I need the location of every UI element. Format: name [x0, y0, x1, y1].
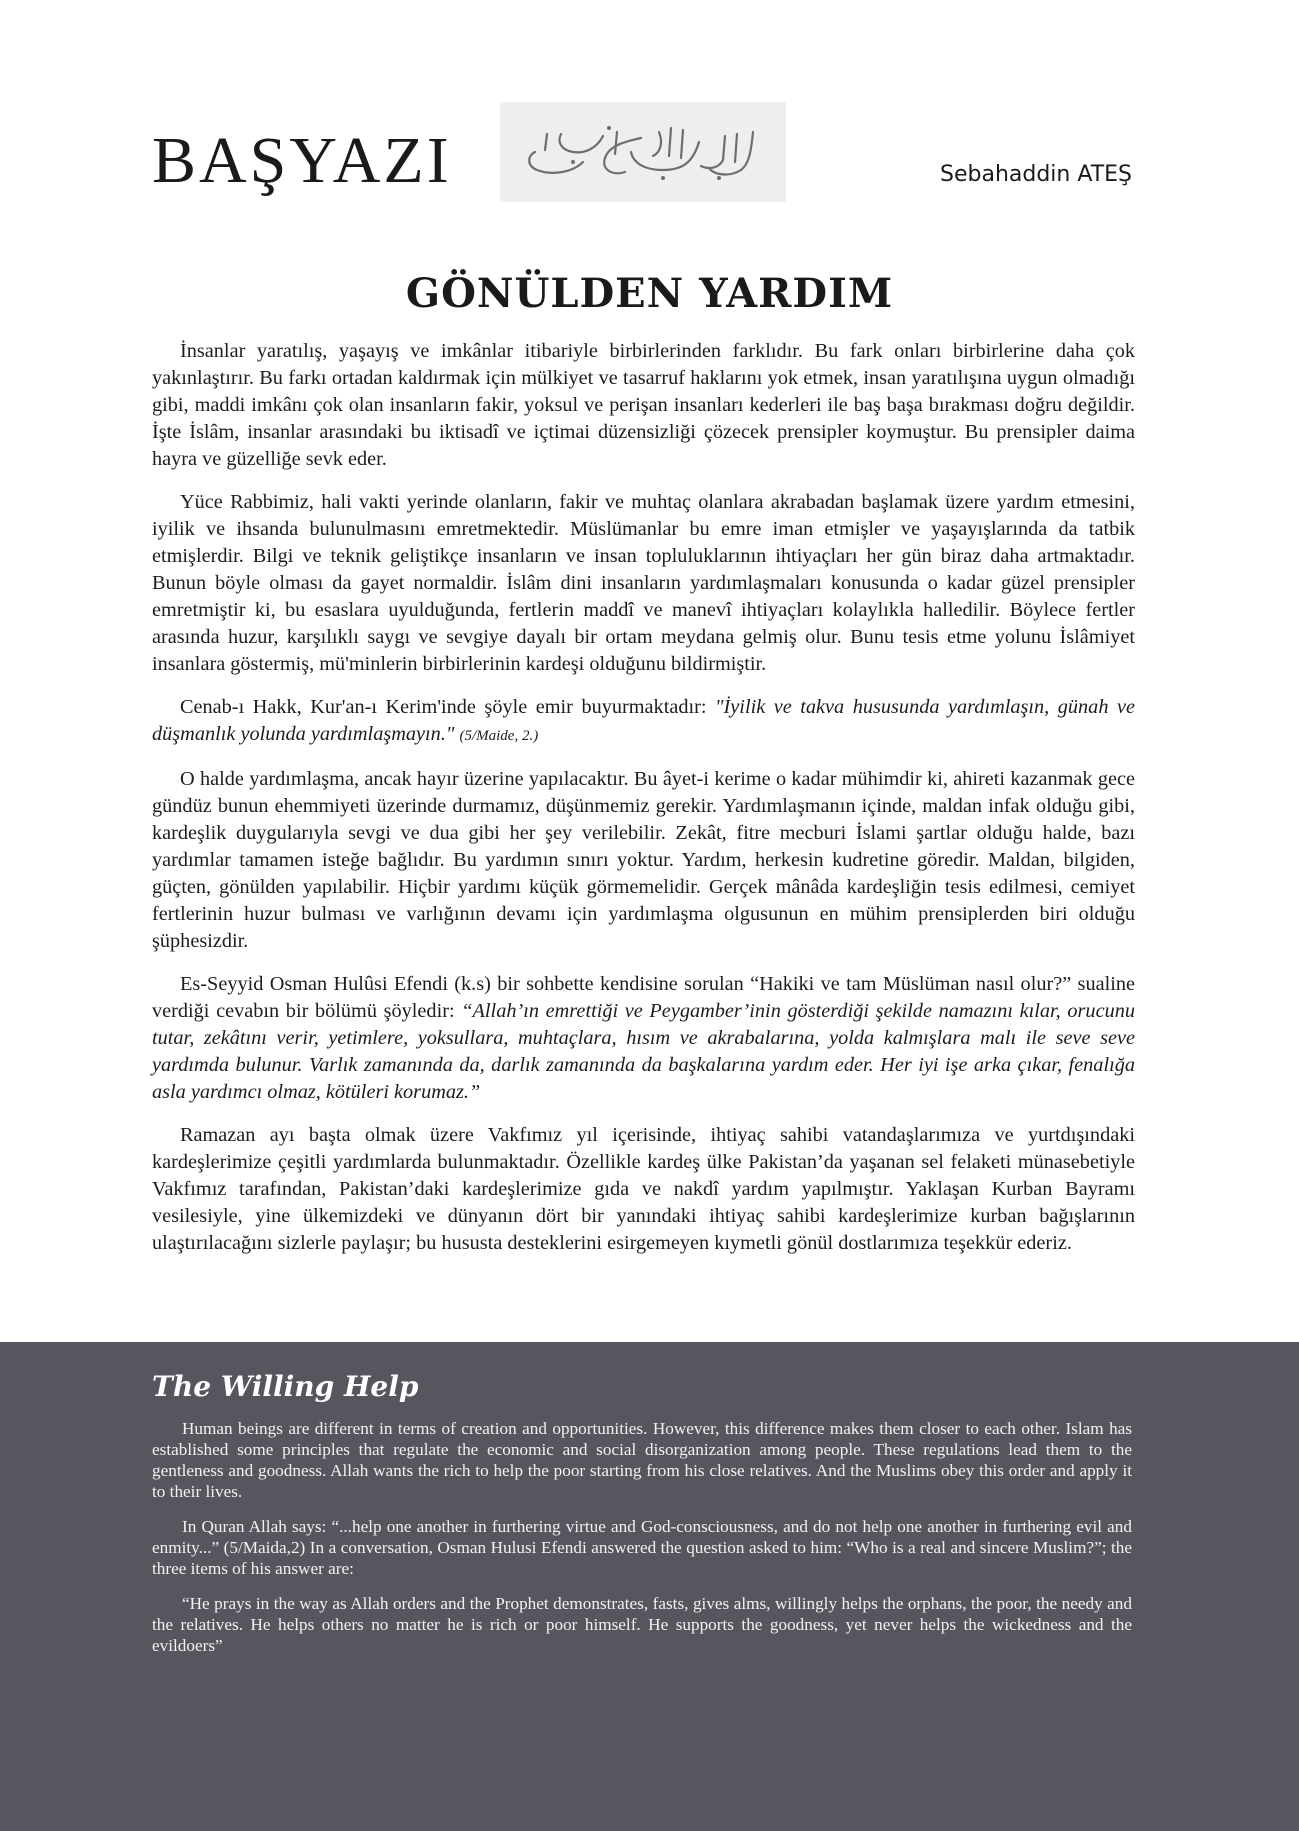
english-summary-panel [0, 1342, 1299, 1831]
english-paragraph: In Quran Allah says: “...help one another in furthering virtue and God-consciousness, and do not help one another in furthering evil and enmity...” (5/Maida,2) In a conversation, Osman Hulusi Efendi answered the question asked to him: “Who is a real and sincere Muslim?”; the three items of his answer are: [152, 1517, 1132, 1578]
article-paragraph [152, 694, 1135, 750]
english-paragraph: “He prays in the way as Allah orders and the Prophet demonstrates, fasts, gives alms, willingly helps the orphans, the poor, the needy and the relatives. He helps others no matter he is rich or poor himself. He supports the goodness, yet never helps the wickedness and the evildoers” [152, 1594, 1132, 1655]
basmala-calligraphy-image [500, 102, 786, 202]
article-title: GÖNÜLDEN YARDIM [405, 270, 894, 317]
article-paragraph: O halde yardımlaşma, ancak hayır üzerine yapılacaktır. Bu âyet-i kerime o kadar mühimdir ki, ahireti kazanmak gece gündüz bunun ehemmiyeti üzerinde durmamız, düşünmemiz gerekir. Yardımlaşmanın içinde, maldan infak olduğu gibi, kardeşlik duygularıyla sevgi ve dua gibi her şey verilebilir. Zekât, fitre mecburi İslami şartlar olduğu halde, bazı yardımlar tamamen isteğe bağlıdır. Bu yardımın sınırı yoktur. Yardım, herkesin kudretine göredir. Maldan, bilgiden, güçten, gönülden yapılabilir. Hiçbir yardımı küçük görmemelidir. Gerçek mânâda kardeşliğin tesis edilmesi, cemiyet fertlerinin huzur bulması ve varlığının devamı için yardımlaşma olgusunun en mühim prensiplerden biri olduğu şüphesizdir. [152, 768, 1135, 952]
quran-quote: "İyilik ve takva hususunda yardımlaşın, günah ve düşmanlık yolunda yardımlaşmayın." [152, 696, 1135, 745]
article-paragraph: Ramazan ayı başta olmak üzere Vakfımız yıl içerisinde, ihtiyaç sahibi vatandaşlarımıza ve yurtdışındaki kardeşlerimize çeşitli yardımlarda bulunmaktadır. Özellikle kardeş ülke Pakistan’da yaşanan sel felaketi münasebetiyle Vakfımız tarafından, Pakistan’daki kardeşlerimize gıda ve nakdî yardım yapılmıştır. Yaklaşan Kurban Bayramı vesilesiyle, yine ülkemizdeki ve dünyanın dört bir yanındaki ihtiyaç sahibi kardeşlerimize kurban bağışlarının ulaştırılacağını sizlerle paylaşır; bu hususta desteklerini esirgemeyen kıymetli gönül dostlarımıza teşekkür ederiz. [152, 1124, 1135, 1254]
section-label: BAŞYAZI [152, 124, 452, 197]
english-paragraph: Human beings are different in terms of creation and opportunities. However, this difference makes them closer to each other. Islam has established some principles that regulate the economic and social disorganization among people. These regulations lead them to the gentleness and goodness. Allah wants the rich to help the poor starting from his close relatives. And the Muslims obey this order and apply it to their lives. [152, 1419, 1132, 1501]
article-paragraph [152, 971, 1135, 1106]
article-body [152, 338, 1135, 1273]
english-title: The Willing Help [152, 1370, 419, 1403]
paragraph-text: Es-Seyyid Osman Hulûsi Efendi (k.s) bir sohbette kendisine sorulan “Hakiki ve tam Müslüman nasıl olur?” sualine verdiği cevabın bir bölümü şöyledir: [152, 973, 1135, 1022]
article-paragraph: İnsanlar yaratılış, yaşayış ve imkânlar itibariyle birbirlerinden farklıdır. Bu fark onları birbirlerine daha çok yakınlaştırır. Bu farkı ortadan kaldırmak için mülkiyet ve tasarruf haklarını yok etmek, insan yaratılışına uygun olmadığı gibi, maddi imkânı çok olan insanların fakir, yoksul ve perişan insanları kederleri ile baş başa bırakması doğru değildir. İşte İslâm, insanlar arasındaki bu iktisadî ve içtimai düzensizliği çözecek prensipler koymuştur. Bu prensipler daima hayra ve güzelliğe sevk eder. [152, 340, 1135, 470]
verse-reference: (5/Maide, 2.) [459, 728, 539, 744]
article-paragraph: Yüce Rabbimiz, hali vakti yerinde olanların, fakir ve muhtaç olanlara akrabadan başlamak üzere yardım etmesini, iyilik ve ihsanda bulunulmasını emretmektedir. Müslümanlar bu emre iman etmişler ve yaşayışlarında da tatbik etmişlerdir. Bilgi ve teknik geliştikçe insanların ve insan topluluklarının ihtiyaçları her gün biraz daha artmaktadır. Bunun böyle olması da gayet normaldir. İslâm dini insanların yardımlaşmaları konusunda o kadar güzel prensipler emretmiştir ki, bu esaslara uyulduğunda, fertlerin maddî ve manevî ihtiyaçları kolaylıkla halledilir. Böylece fertler arasında huzur, karşılıklı saygı ve sevgiye dayalı bir ortam meydana gelmiş olur. Bunu tesis etme yolunu İslâmiyet insanlara göstermiş, mü'minlerin birbirlerinin kardeşi olduğunu bildirmiştir. [152, 491, 1135, 675]
calligraphy-icon [513, 112, 773, 192]
english-body [152, 1418, 1132, 1670]
page-header [152, 120, 1132, 220]
paragraph-text: Cenab-ı Hakk, Kur'an-ı Kerim'inde şöyle emir buyurmaktadır: [180, 696, 716, 718]
author-name: Sebahaddin ATEŞ [940, 162, 1132, 187]
sohbet-quote: “Allah’ın emrettiği ve Peygamber’inin gösterdiği şekilde namazını kılar, orucunu tutar, zekâtını verir, yetimlere, yoksullara, muhtaçlara, hısım ve akrabalarına, yolda kalmışlara malı ile seve seve yardımda bulunur. Varlık zamanında da, darlık zamanında da başkalarına yardım eder. Her iyi işe arka çıkar, fenalığa asla yardımcı olmaz, kötüleri korumaz.” [152, 1000, 1135, 1103]
